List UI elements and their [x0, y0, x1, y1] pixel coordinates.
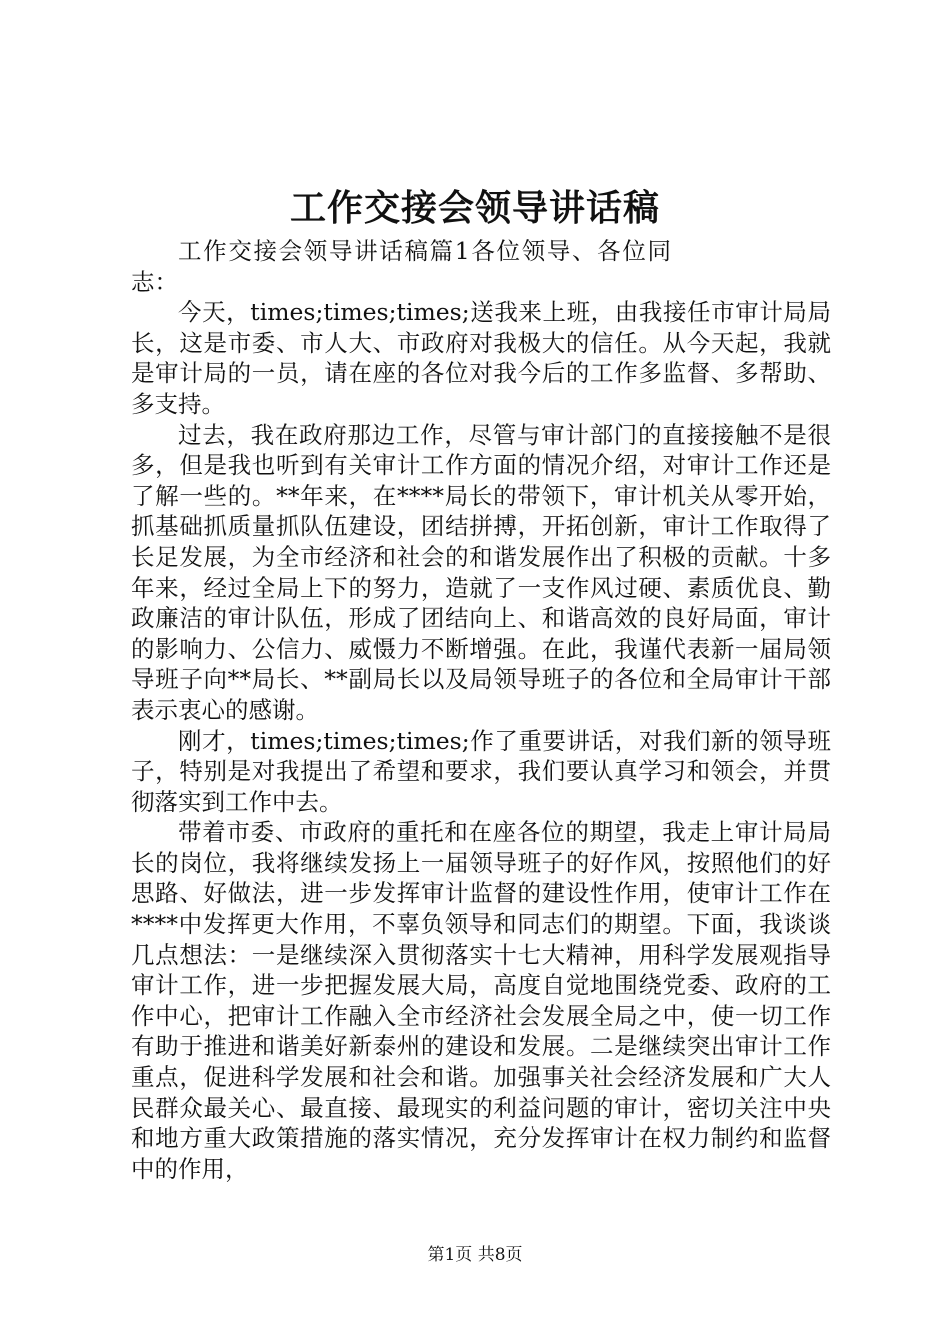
paragraph-1: 今天，times;times;times;送我来上班，由我接任市审计局局长，这是市委、市人大、市政府对我极大的信任。从今天起，我就是审计局的一员，请在座的各位对我今后的工作多监督、多帮助、多支持。: [131, 298, 831, 418]
document-title: 工作交接会领导讲话稿: [289, 187, 660, 229]
paragraph-2: 过去，我在政府那边工作，尽管与审计部门的直接接触不是很多，但是我也听到有关审计工作方面的情况介绍，对审计工作还是了解一些的。**年来，在****局长的带领下，审计机关从零开始，抓基础抓质量抓队伍建设，团结拼搏，开拓创新，审计工作取得了长足发展，为全市经济和社会的和谐发展作出了积极的贡献。十多年来，经过全局上下的努力，造就了一支作风过硬、素质优良、勤政廉洁的审计队伍，形成了团结向上、和谐高效的良好局面，审计的影响力、公信力、威慑力不断增强。在此，我谨代表新一届局领导班子向**局长、**副局长以及局领导班子的各位和全局审计干部表示衷心的感谢。: [131, 420, 831, 724]
paragraph-3: 刚才，times;times;times;作了重要讲话，对我们新的领导班子，特别是对我提出了希望和要求，我们要认真学习和领会，并贯彻落实到工作中去。: [131, 726, 831, 816]
paragraph-greeting: 工作交接会领导讲话稿篇1各位领导、各位同志：: [131, 237, 671, 296]
paragraph-4: 带着市委、市政府的重托和在座各位的期望，我走上审计局局长的岗位，我将继续发扬上一届领导班子的好作风，按照他们的好思路、好做法，进一步发挥审计监督的建设性作用，使审计工作在****中发挥更大作用，不辜负领导和同志们的期望。下面，我谈谈几点想法：一是继续深入贯彻落实十七大精神，用科学发展观指导审计工作，进一步把握发展大局，高度自觉地围绕党委、政府的工作中心，把审计工作融入全市经济社会发展全局之中，使一切工作有助于推进和谐美好新泰州的建设和发展。二是继续突出审计工作重点，促进科学发展和社会和谐。加强事关社会经济发展和广大人民群众最关心、最直接、最现实的利益问题的审计，密切关注中央和地方重大政策措施的落实情况，充分发挥审计在权力制约和监督中的作用，: [131, 818, 831, 1183]
page-number: 第1页 共8页: [427, 1245, 523, 1265]
document-body: [131, 236, 831, 1184]
